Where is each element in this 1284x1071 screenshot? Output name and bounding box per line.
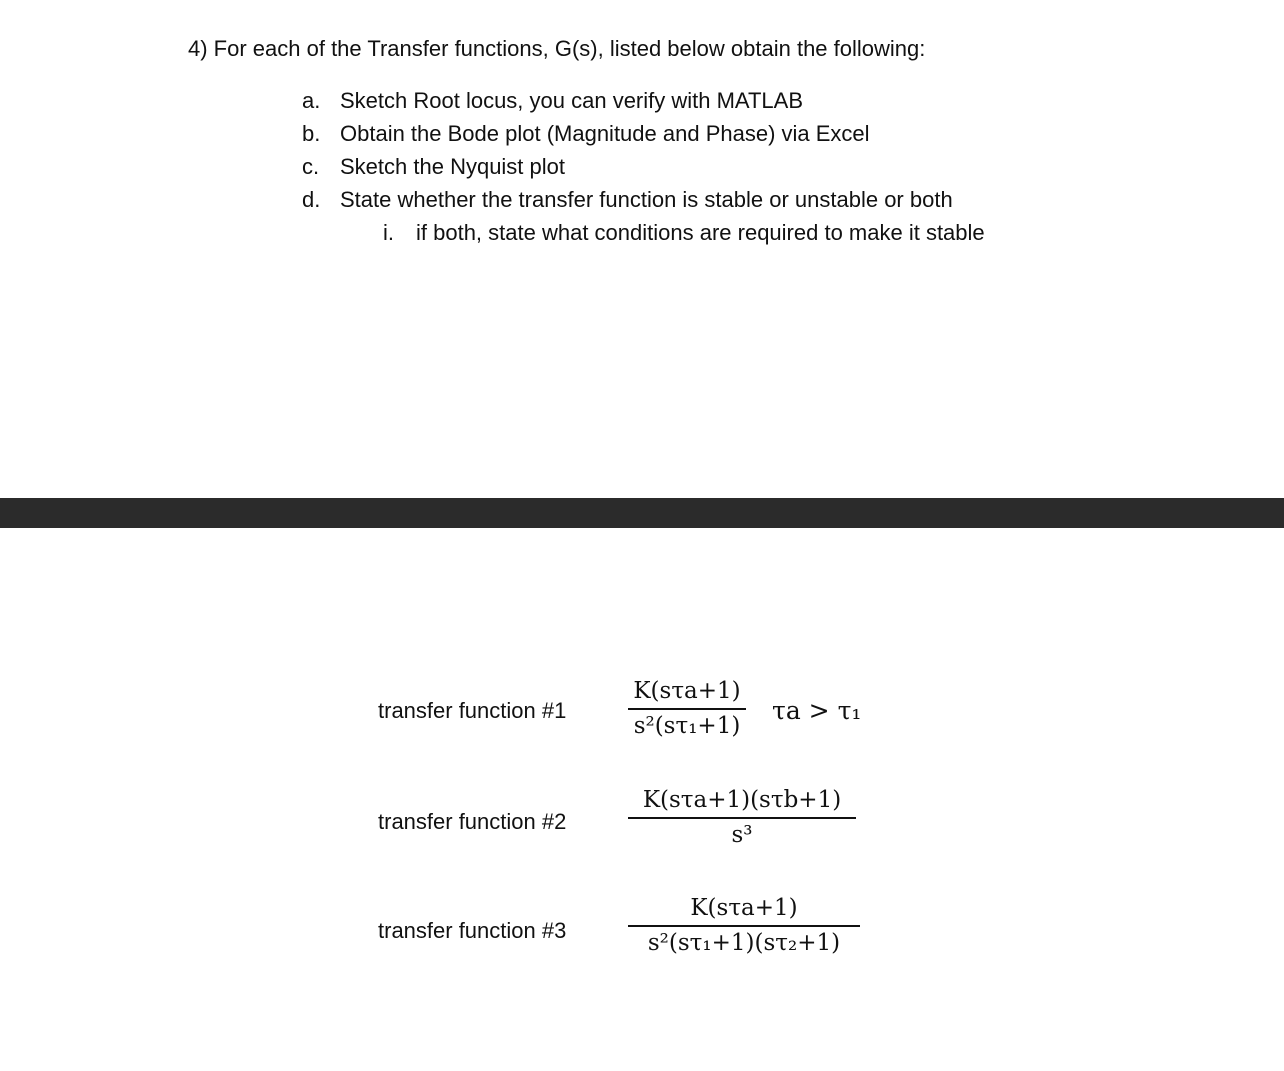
list-item-text: Sketch the Nyquist plot (340, 154, 566, 179)
tf-2-denominator: s³ (731, 822, 753, 848)
list-item-text: State whether the transfer function is stable or unstable or both (340, 187, 953, 212)
list-subitem-text: if both, state what conditions are required to make it stable (416, 220, 985, 245)
list-item-label: b. (302, 121, 321, 146)
tf-3-fraction (628, 895, 860, 956)
list-subitem-i (383, 220, 985, 246)
list-item-label: d. (302, 187, 321, 212)
list-item-b (302, 121, 870, 147)
list-item-label: c. (302, 154, 320, 179)
tf-3-denominator: s²(sτ₁+1)(sτ₂+1) (647, 930, 841, 956)
tf-3-label: transfer function #3 (378, 918, 567, 943)
tf-2-numerator: K(sτa+1)(sτb+1) (642, 787, 842, 813)
tf-3-numerator: K(sτa+1) (690, 895, 798, 921)
list-item-text: Sketch Root locus, you can verify with MATLAB (340, 88, 803, 113)
tf-1-condition: τa > τ₁ (772, 696, 862, 725)
list-item-d (302, 187, 953, 213)
list-item-c (302, 154, 566, 180)
list-item-text: Obtain the Bode plot (Magnitude and Phase) via Excel (340, 121, 870, 146)
tf-2-fraction (628, 787, 856, 848)
tf-1-numerator: K(sτa+1) (633, 678, 741, 704)
tf-1-denominator: s²(sτ₁+1) (633, 713, 741, 739)
list-item-a (302, 88, 803, 114)
tf-1-label: transfer function #1 (378, 698, 567, 723)
list-item-label: a. (302, 88, 321, 113)
question-title: 4) For each of the Transfer functions, G(s), listed below obtain the following: (188, 36, 926, 61)
list-subitem-label: i. (383, 220, 394, 245)
tf-2-label: transfer function #2 (378, 809, 567, 834)
page-divider (0, 498, 1284, 528)
tf-1-fraction (628, 678, 746, 739)
